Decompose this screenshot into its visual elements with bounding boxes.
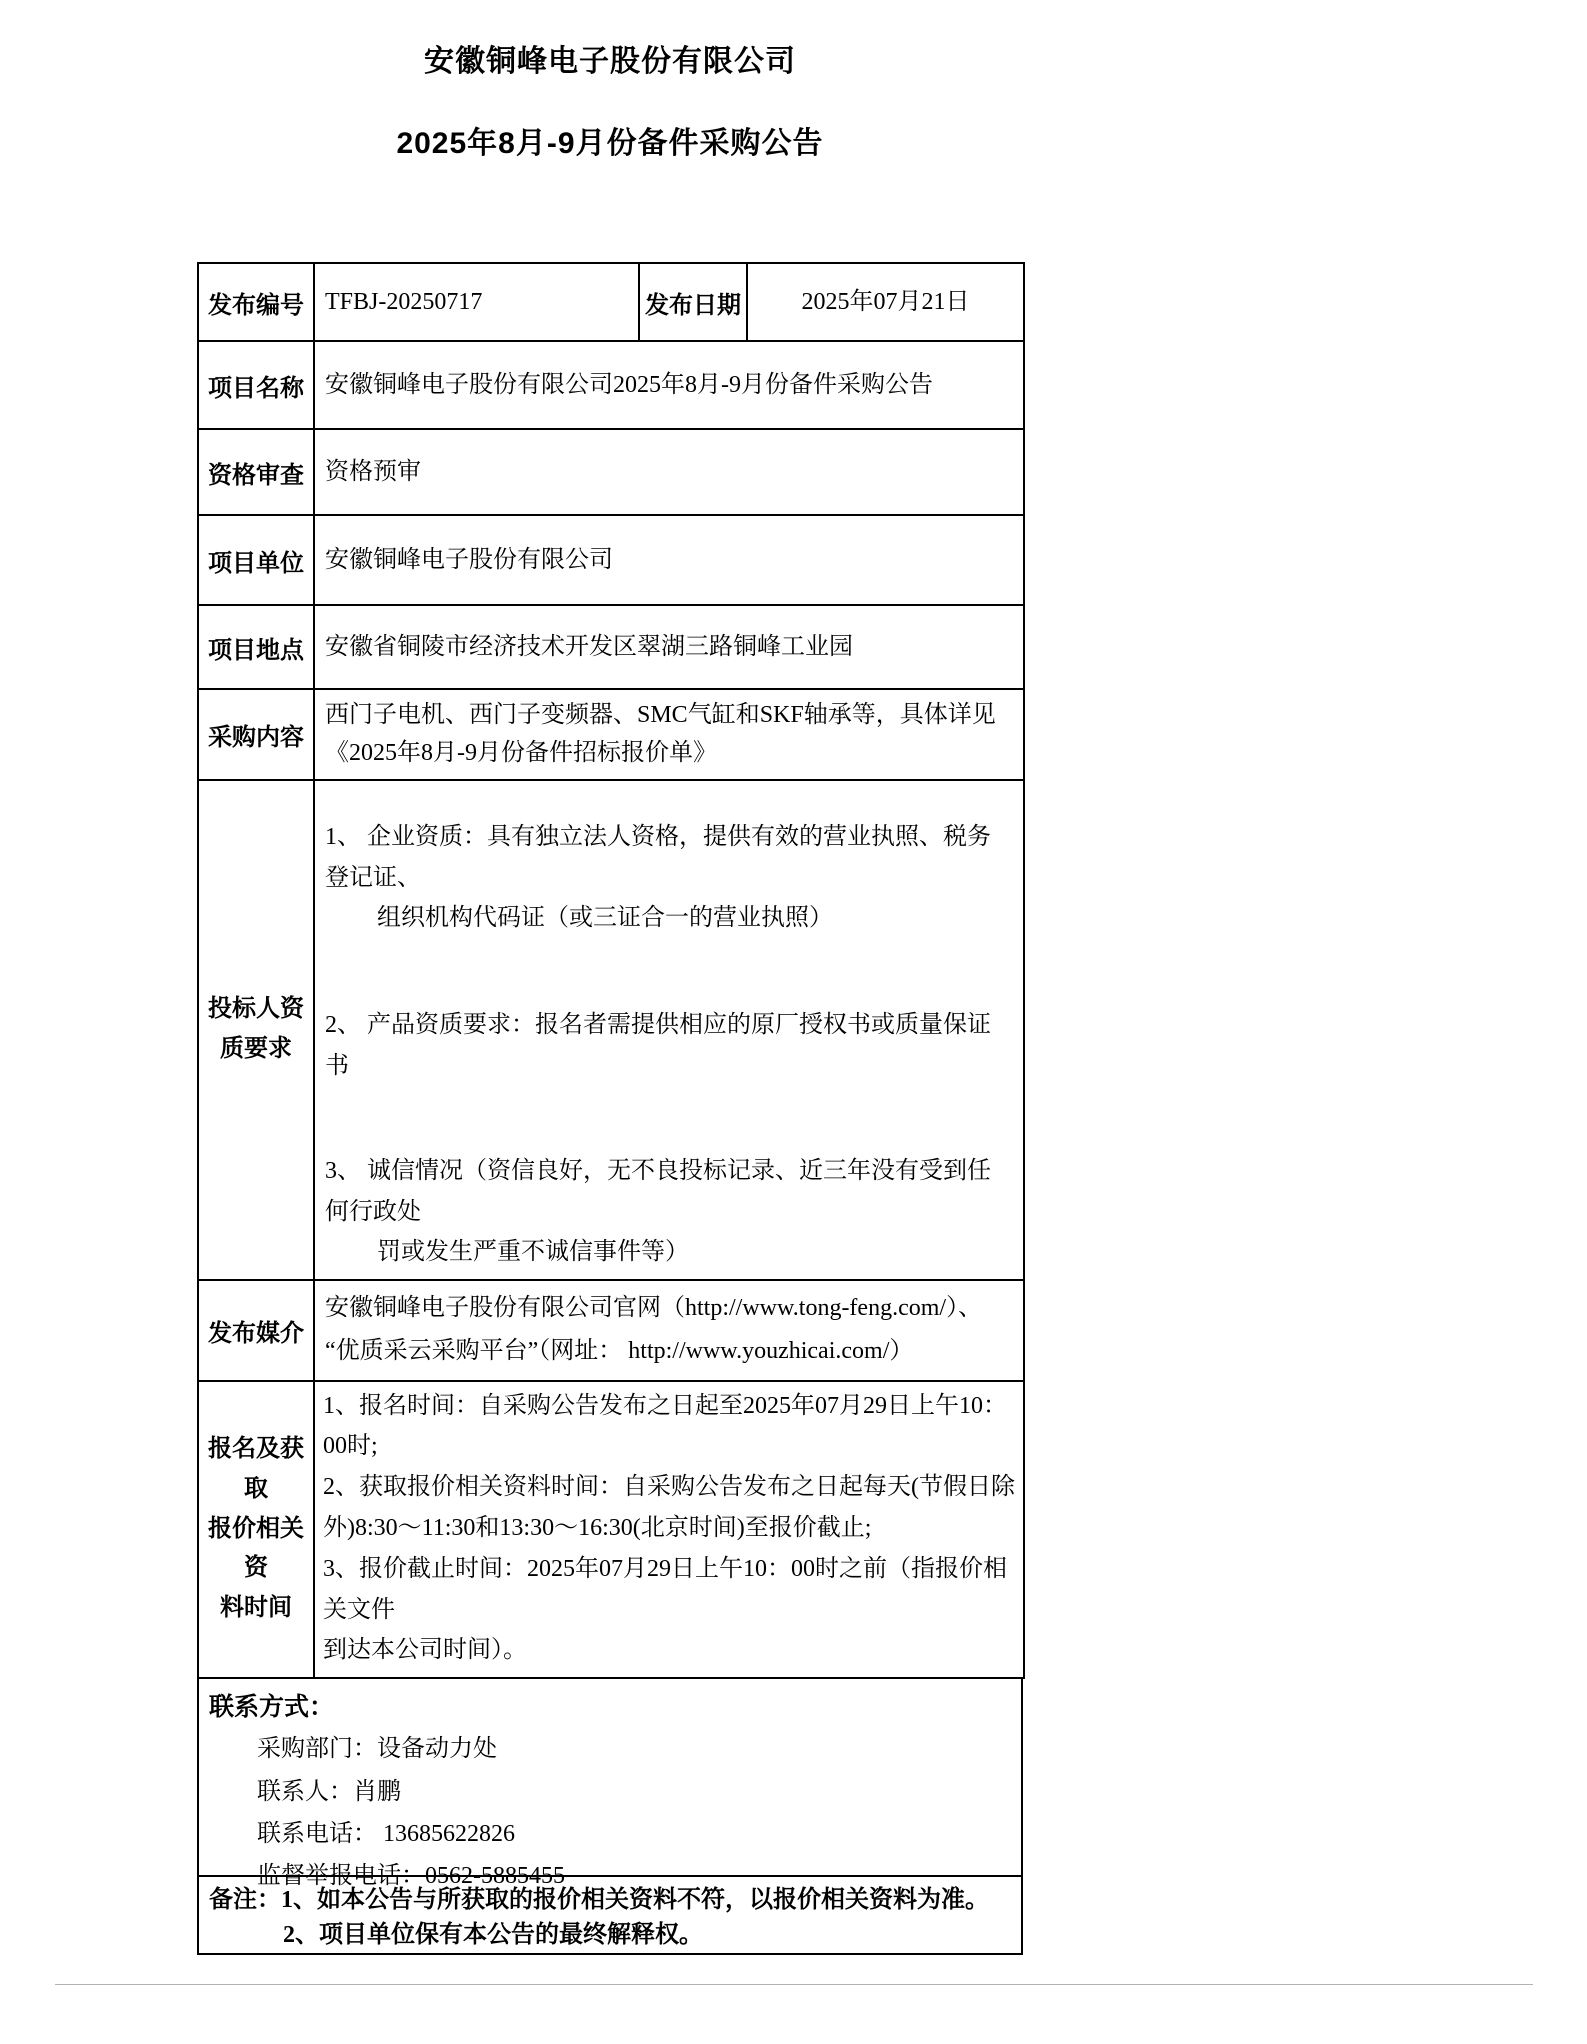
- purchase-content-label: 采购内容: [198, 689, 314, 780]
- signup-time-line1: 1、报名时间：自采购公告发布之日起至2025年07月29日上午10：00时;: [323, 1392, 1007, 1460]
- qualification-item-2: 2、 产品资质要求：报名者需提供相应的原厂授权书或质量保证书: [325, 1012, 991, 1079]
- qualification-item-1: [325, 817, 1013, 939]
- contact-department: 采购部门：设备动力处: [257, 1736, 497, 1763]
- table-row-project-location: [198, 605, 1024, 689]
- project-unit-label: 项目单位: [198, 515, 314, 605]
- table-row-purchase-content: [198, 689, 1024, 780]
- bidder-qualification-label: [198, 780, 314, 1280]
- publish-number-label: 发布编号: [198, 263, 314, 341]
- qualification-item-3: [325, 1151, 1013, 1273]
- document-subtitle: 2025年8月-9月份备件采购公告: [396, 127, 824, 160]
- qualification-review-label: 资格审查: [198, 429, 314, 515]
- table-row-signup-time: [198, 1381, 1024, 1679]
- signup-time-line5: 到达本公司时间）。: [323, 1637, 527, 1664]
- purchase-content-value: 西门子电机、西门子变频器、SMC气缸和SKF轴承等，具体详见《2025年8月-9月份备件招标报价单》: [314, 689, 1024, 780]
- publish-media-line2: “优质采云采购平台”（网址： http://www.youzhicai.com/）: [325, 1338, 914, 1365]
- document-title: 安徽铜峰电子股份有限公司: [424, 45, 796, 78]
- signup-time-line4: 3、报价截止时间：2025年07月29日上午10：00时之前（指报价相关文件: [323, 1555, 1007, 1623]
- remark-line2: 2、项目单位保有本公告的最终解释权。: [283, 1921, 703, 1948]
- table-row-publish-media: [198, 1280, 1024, 1380]
- qualification-item-1-line1: 1、 企业资质：具有独立法人资格，提供有效的营业执照、税务登记证、: [325, 823, 991, 891]
- signup-time-label-line1: 报名及获取: [208, 1436, 304, 1502]
- contact-section: [197, 1677, 1023, 1890]
- footer-divider: [55, 1984, 1533, 1985]
- bidder-qualification-value: [314, 780, 1024, 1280]
- project-location-value: 安徽省铜陵市经济技术开发区翠湖三路铜峰工业园: [314, 605, 1024, 689]
- qualification-review-value: 资格预审: [314, 429, 1024, 515]
- qualification-item-1-line2: 组织机构代码证（或三证合一的营业执照）: [377, 905, 833, 932]
- contact-phone: 联系电话： 13685622826: [257, 1820, 515, 1847]
- signup-time-line2: 2、获取报价相关资料时间：自采购公告发布之日起每天(节假日除: [323, 1474, 1015, 1501]
- publish-date-label: 发布日期: [639, 263, 747, 341]
- publish-date-value: 2025年07月21日: [747, 263, 1024, 341]
- signup-time-value: [314, 1381, 1024, 1679]
- bidder-qualification-label-line1: 投标人资: [208, 996, 304, 1023]
- contact-heading: 联系方式：: [209, 1694, 335, 1722]
- contact-person: 联系人：肖鹏: [257, 1778, 401, 1805]
- signup-time-label: [198, 1381, 314, 1679]
- project-unit-value: 安徽铜峰电子股份有限公司: [314, 515, 1024, 605]
- signup-time-label-line3: 料时间: [220, 1594, 292, 1621]
- publish-media-value: [314, 1280, 1024, 1380]
- table-row-publish: [198, 263, 1024, 341]
- table-row-bidder-qualification: [198, 780, 1024, 1280]
- announcement-document: [197, 36, 1023, 1955]
- qualification-item-3-line2: 罚或发生严重不诚信事件等）: [377, 1239, 689, 1266]
- contact-report-phone: 监督举报电话：0562-5885455: [257, 1863, 565, 1890]
- publish-media-label: 发布媒介: [198, 1280, 314, 1380]
- signup-time-line3: 外)8:30～11:30和13:30～16:30(北京时间)至报价截止;: [323, 1514, 872, 1541]
- project-location-label: 项目地点: [198, 605, 314, 689]
- table-row-project-unit: [198, 515, 1024, 605]
- table-row-project-name: [198, 341, 1024, 429]
- project-name-value: 安徽铜峰电子股份有限公司2025年8月-9月份备件采购公告: [314, 341, 1024, 429]
- publish-media-line1: 安徽铜峰电子股份有限公司官网（http://www.tong-feng.com/）、: [325, 1295, 983, 1322]
- signup-time-label-line2: 报价相关资: [208, 1515, 304, 1582]
- table-row-qualification-review: [198, 429, 1024, 515]
- project-name-label: 项目名称: [198, 341, 314, 429]
- bidder-qualification-label-line2: 质要求: [220, 1035, 292, 1062]
- publish-number-value: TFBJ-20250717: [314, 263, 639, 341]
- announcement-table: [197, 262, 1025, 1679]
- qualification-item-3-line1: 3、 诚信情况（资信良好，无不良投标记录、近三年没有受到任何行政处: [325, 1157, 991, 1225]
- remark-section: [197, 1875, 1023, 1955]
- remark-line1: 备注：1、如本公告与所获取的报价相关资料不符，以报价相关资料为准。: [209, 1887, 989, 1914]
